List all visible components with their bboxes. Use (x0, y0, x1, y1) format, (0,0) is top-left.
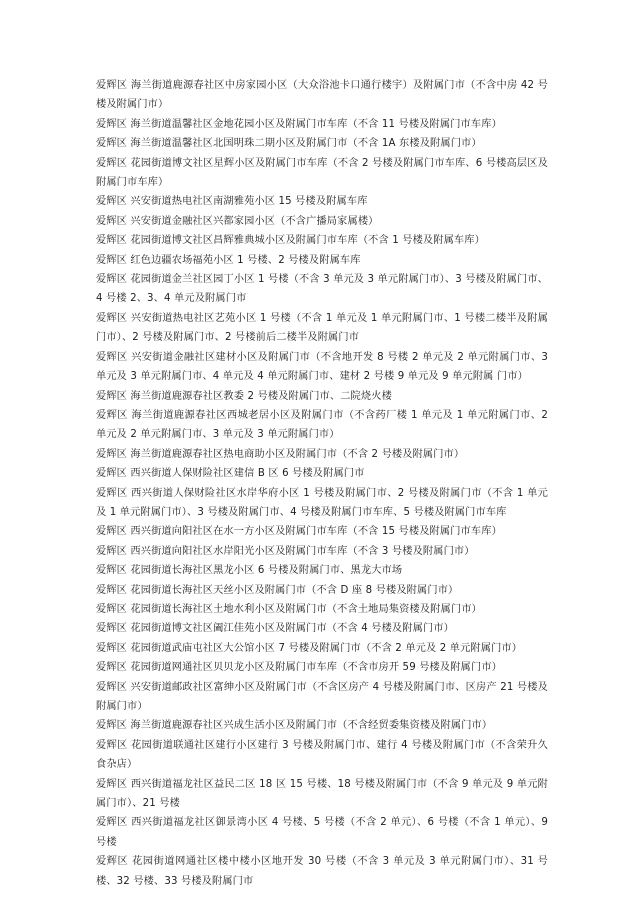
list-item: 爱辉区 花园街道网通社区贝贝龙小区及附属门市车库（不含市房开 59 号楼及附属门市） (96, 662, 502, 674)
list-item: 爱辉区 西兴街道福龙社区益民二区 18 区 15 号楼、18 号楼及附属门市（不含 9 单元及 9 单元附属门市）、21 号楼 (96, 778, 548, 810)
list-item: 爱辉区 兴安街道热电社区南湖雅苑小区 15 号楼及附属车库 (96, 196, 368, 208)
list-item: 爱辉区 海兰街道鹿源春社区西城老居小区及附属门市（不含药厂楼 1 单元及 1 单元附属门市、2 单元及 2 单元附属门市、3 单元及 3 单元附属门市） (96, 409, 548, 441)
list-item: 爱辉区 兴安街道邮政社区富绅小区及附属门市（不含区房产 4 号楼及附属门市、区房产 21 号楼及附属门市） (96, 681, 548, 712)
list-item: 爱辉区 海兰街道鹿源春社区教委 2 号楼及附属门市、二院烧火楼 (96, 390, 392, 402)
list-item: 爱辉区 花园街道博文社区阖江佳苑小区及附属门市（不含 4 号楼及附属门市） (96, 623, 454, 635)
list-item: 爱辉区 西兴街道人保财险社区水岸华府小区 1 号楼及附属门市、2 号楼及附属门市（不含 1 单元及 1 单元附属门市）、3 号楼及附属门市、4 号楼及附属门市车库、5 号楼及附属门市车库 (96, 487, 548, 518)
list-item: 爱辉区 花园街道长海社区土地水利小区及附属门市（不含土地局集资楼及附属门市） (96, 603, 482, 615)
list-item: 爱辉区 海兰街道鹿源春社区热电商助小区及附属门市（不含 2 号楼及附属门市） (96, 448, 465, 460)
document-body (96, 76, 548, 891)
list-item: 爱辉区 西兴街道向阳社区在水一方小区及附属门市车库（不含 15 号楼及附属门市车库） (96, 526, 502, 538)
list-item: 爱辉区 花园街道博文社区星辉小区及附属门市车库（不含 2 号楼及附属门市车库、6 号楼高层区及附属门市车库） (96, 157, 548, 189)
list-item: 爱辉区 兴安街道金融社区建材小区及附属门市（不含地开发 8 号楼 2 单元及 2 单元附属门市、3 单元及 3 单元附属门市、4 单元及 4 单元附属门市、建材 2 号楼 9 单元及 9 单元附属 门市） (96, 351, 548, 383)
list-item: 爱辉区 红色边疆农场福苑小区 1 号楼、2 号楼及附属车库 (96, 254, 361, 266)
list-item: 爱辉区 海兰街道鹿源春社区兴成生活小区及附属门市（不含经贸委集资楼及附属门市） (96, 720, 493, 732)
list-item: 爱辉区 海兰街道温馨社区北国明珠二期小区及附属门市（不含 1A 东楼及附属门市） (96, 138, 482, 150)
list-item: 爱辉区 花园街道博文社区昌辉雅典城小区及附属门市车库（不含 1 号楼及附属车库） (96, 235, 485, 247)
list-item: 爱辉区 西兴街道向阳社区水岸阳光小区及附属门市车库（不含 3 号楼及附属门市） (96, 545, 475, 557)
list-item: 爱辉区 花园街道金兰社区园丁小区 1 号楼（不含 3 单元及 3 单元附属门市）、3 号楼及附属门市、4 号楼 2、3、4 单元及附属门市 (96, 274, 548, 305)
list-item: 爱辉区 花园街道联通社区建行小区建行 3 号楼及附属门市、建行 4 号楼及附属门市（不含荣升久食杂店） (96, 739, 548, 771)
list-item: 爱辉区 西兴街道人保财险社区建信 B 区 6 号楼及附属门市 (96, 468, 365, 480)
list-item: 爱辉区 兴安街道金融社区兴都家园小区（不含广播局家属楼） (96, 215, 379, 227)
list-item: 爱辉区 海兰街道温馨社区金地花园小区及附属门市车库（不含 11 号楼及附属门市车库） (96, 118, 502, 130)
list-item: 爱辉区 花园街道长海社区黑龙小区 6 号楼及附属门市、黑龙大市场 (96, 565, 403, 577)
list-item: 爱辉区 西兴街道福龙社区御景湾小区 4 号楼、5 号楼（不含 2 单元）、6 号楼（不含 1 单元）、9 号楼 (96, 817, 548, 848)
list-item: 爱辉区 海兰街道鹿源春社区中房家园小区（大众浴池卡口通行楼宇）及附属门市（不含中房 42 号 楼及附属门市） (96, 80, 548, 111)
list-item: 爱辉区 花园街道武庙屯社区大公馆小区 7 号楼及附属门市（不含 2 单元及 2 单元附属门市） (96, 642, 523, 654)
list-item: 爱辉区 花园街道长海社区天丝小区及附属门市（不含 D 座 8 号楼及附属门市） (96, 584, 459, 596)
list-item: 爱辉区 兴安街道热电社区艺苑小区 1 号楼（不含 1 单元及 1 单元附属门市、1 号楼二楼半及附属门市）、2 号楼及附属门市、2 号楼前后二楼半及附属门市 (96, 312, 548, 344)
list-item: 爱辉区 花园街道网通社区楼中楼小区地开发 30 号楼（不含 3 单元及 3 单元附属门市）、31 号楼、32 号楼、33 号楼及附属门市 (96, 856, 548, 887)
